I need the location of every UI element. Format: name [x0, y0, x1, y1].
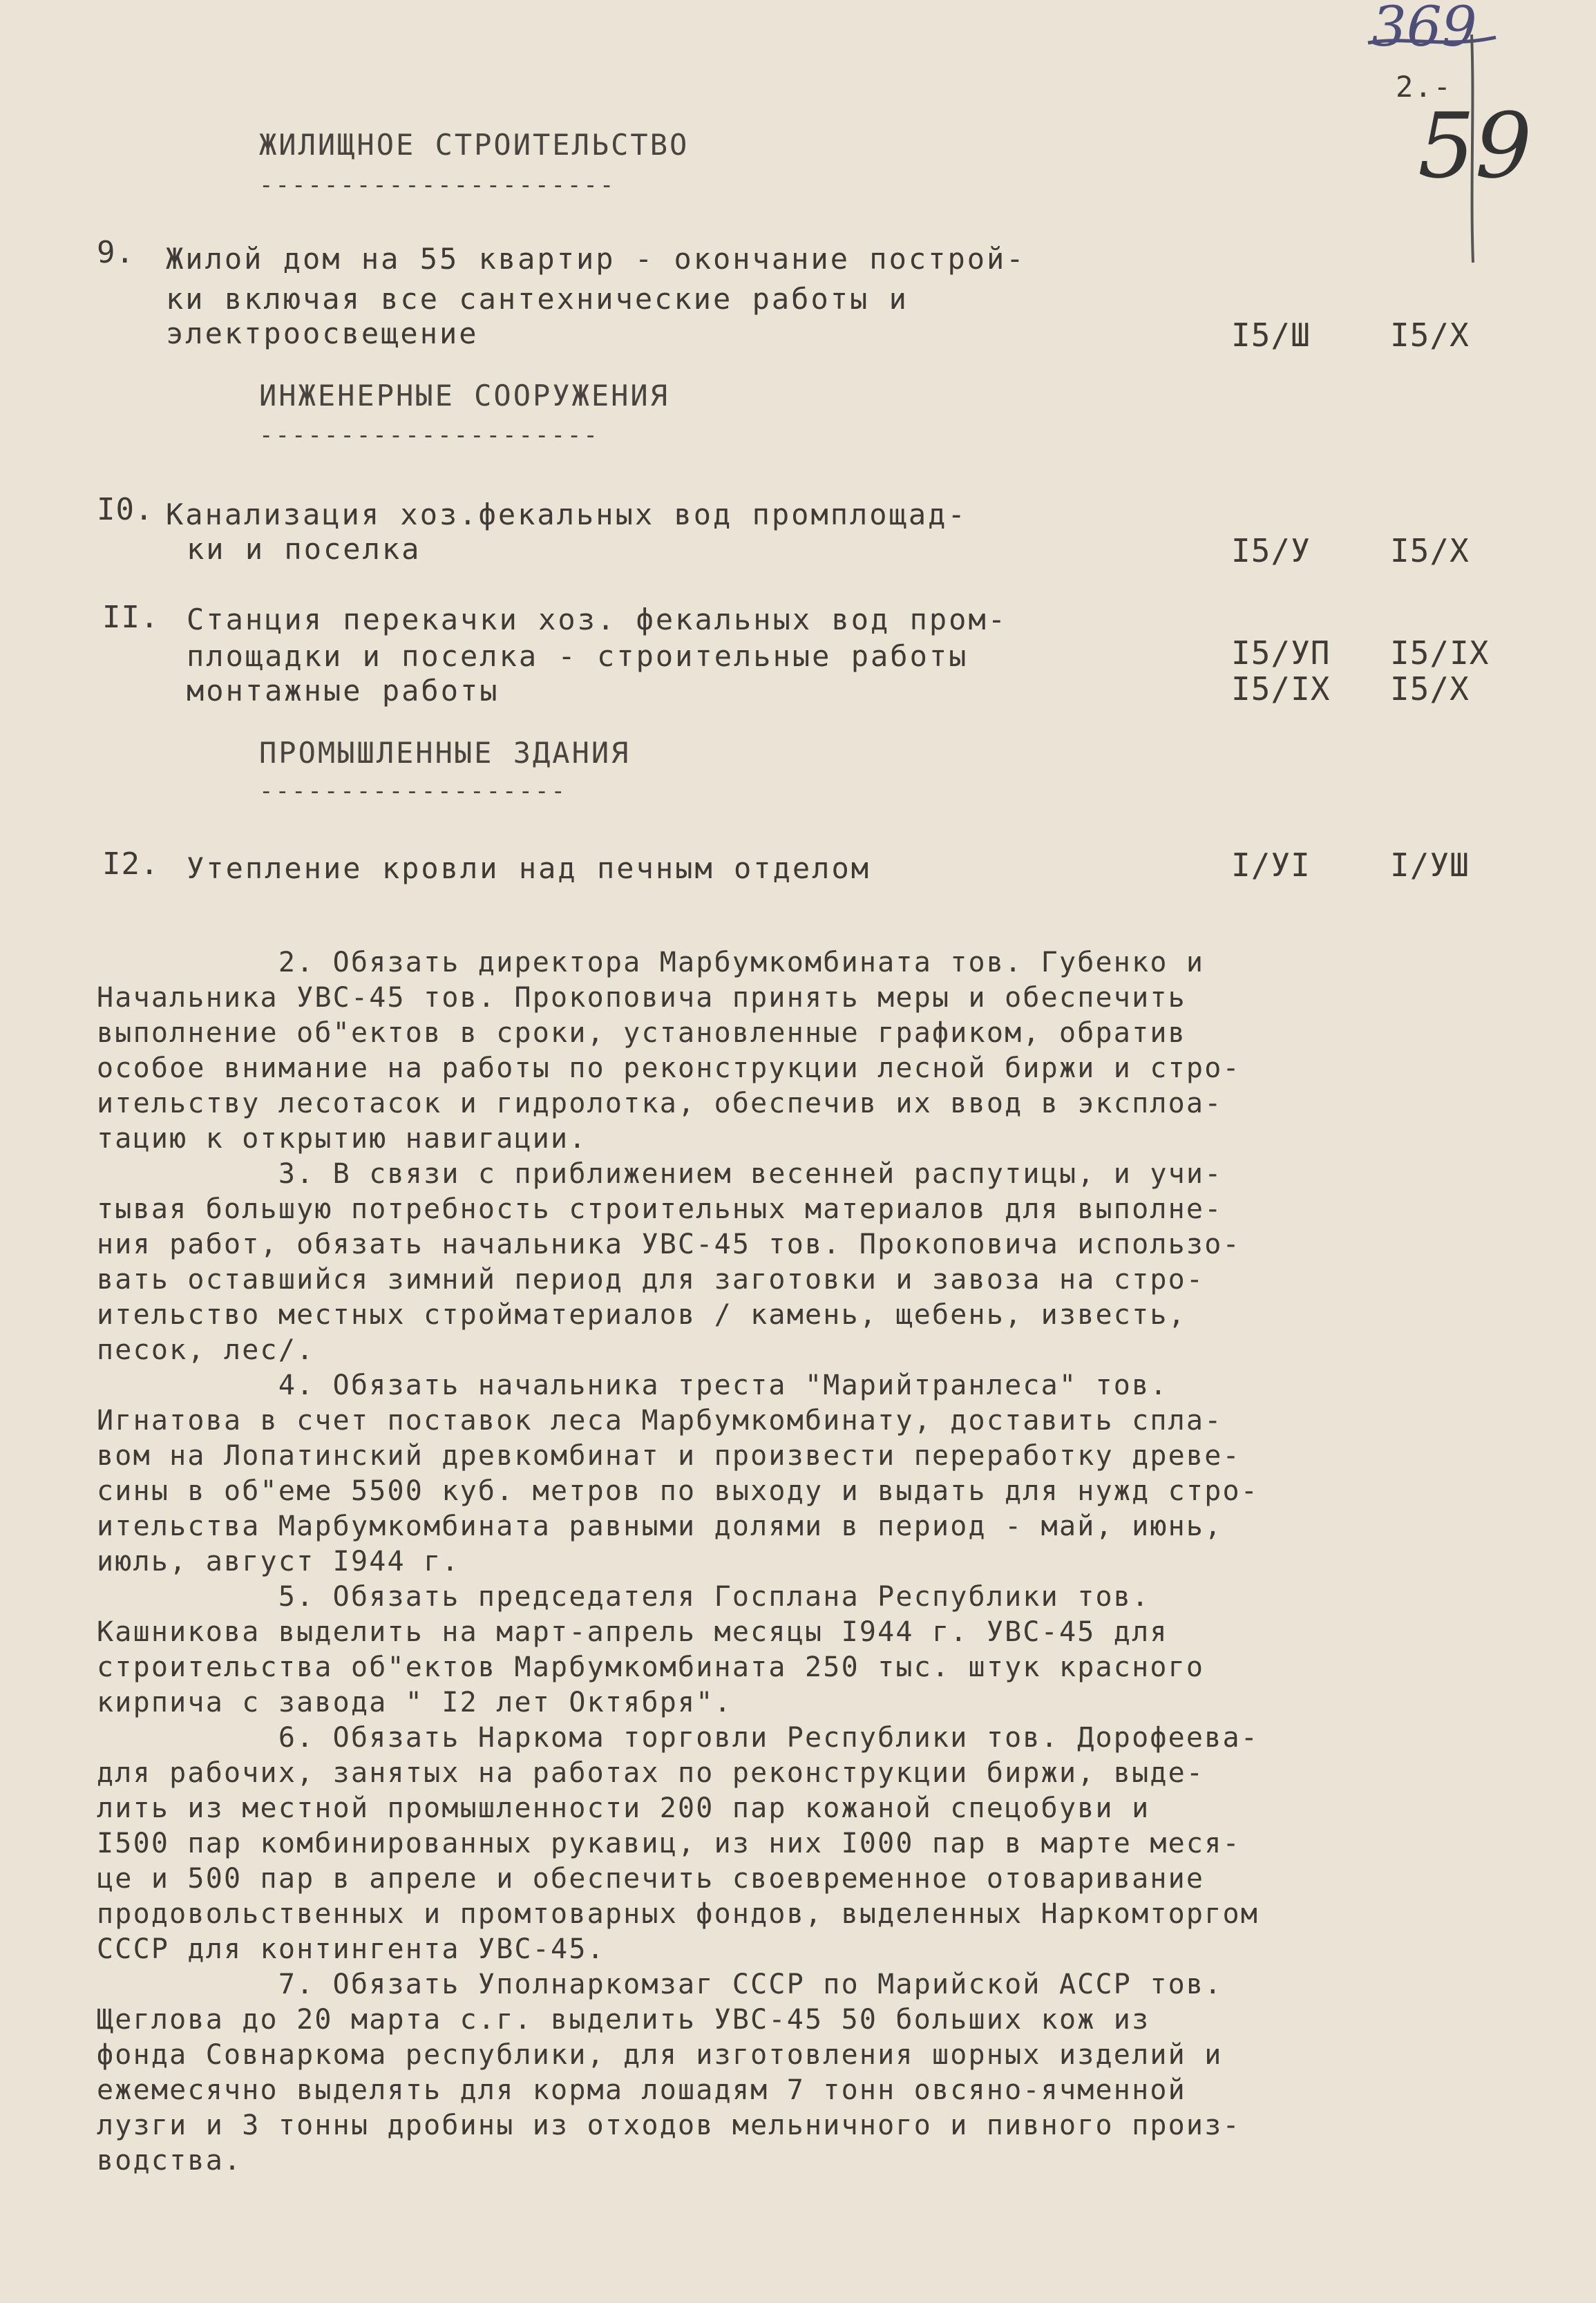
section-heading-housing: ЖИЛИЩНОЕ СТРОИТЕЛЬСТВО: [259, 128, 690, 162]
resolution-body: [97, 945, 1582, 2179]
start-date: I5/IX: [1231, 670, 1331, 708]
body-line: Щеглова до 20 марта с.г. выделить УВС-45 50 больших кож из: [97, 2004, 1150, 2036]
item-number: I0.: [97, 492, 154, 527]
item-line: площадки и поселка - строительные работы: [187, 639, 969, 673]
body-line: выполнение об"ектов в сроки, установленные графиком, обратив: [97, 1017, 1186, 1049]
section-underline-engineering: ---------------------: [259, 421, 600, 449]
body-line: сины в об"еме 5500 куб. метров по выходу и выдать для нужд стро-: [97, 1475, 1260, 1507]
body-line: вом на Лопатинский древкомбинат и произвести переработку древе-: [97, 1440, 1241, 1472]
body-line: для рабочих, занятых на работах по реконструкции биржи, выде-: [97, 1757, 1205, 1789]
body-line: песок, лес/.: [97, 1334, 315, 1366]
section-heading-engineering: ИНЖЕНЕРНЫЕ СООРУЖЕНИЯ: [259, 379, 670, 413]
end-date: I5/IX: [1390, 634, 1490, 672]
body-line: 4. Обязать начальника треста "Марийтранлеса" тов.: [97, 1370, 1168, 1401]
handwritten-page-number: 59: [1418, 93, 1532, 198]
body-line: Игнатова в счет поставок леса Марбумкомбинату, доставить спла-: [97, 1405, 1223, 1437]
start-date: I5/У: [1231, 532, 1311, 569]
end-date: I5/X: [1390, 670, 1470, 708]
body-line: ительству лесотасок и гидролотка, обеспечив их ввод в эксплоа-: [97, 1088, 1223, 1119]
item-line: ки включая все сантехнические работы и: [166, 282, 909, 316]
item-number: 9.: [97, 235, 135, 270]
body-line: ежемесячно выделять для корма лошадям 7 тонн овсяно-ячменной: [97, 2074, 1186, 2106]
body-line: лить из местной промышленности 200 пар кожаной спецобуви и: [97, 1792, 1150, 1824]
body-line: 2. Обязать директора Марбумкомбината тов. Губенко и: [97, 947, 1205, 978]
body-line: июль, август I944 г.: [97, 1546, 460, 1577]
page-marker: 2.-: [1396, 70, 1452, 104]
body-line: тацию к открытию навигации.: [97, 1123, 587, 1155]
body-line: лузги и 3 тонны дробины из отходов мельничного и пивного произ-: [97, 2110, 1241, 2141]
body-line: вать оставшийся зимний период для заготовки и завоза на стро-: [97, 1264, 1205, 1296]
start-date: I5/Ш: [1231, 316, 1311, 354]
item-number: I2.: [102, 846, 160, 882]
handwritten-stroke: [1458, 21, 1485, 269]
body-line: фонда Совнаркома республики, для изготовления шорных изделий и: [97, 2039, 1223, 2071]
body-line: строительства об"ектов Марбумкомбината 250 тыс. штук красного: [97, 1651, 1205, 1683]
body-line: кирпича с завода " I2 лет Октября".: [97, 1687, 732, 1718]
body-line: 3. В связи с приближением весенней распутицы, и учи-: [97, 1158, 1223, 1190]
item-line: ки и поселка: [187, 532, 421, 566]
item-line: Канализация хоз.фекальных вод промплощад-: [166, 497, 967, 531]
handwritten-archive-number: 369: [1371, 0, 1477, 59]
start-date: I/УI: [1231, 846, 1311, 884]
item-line: электроосвещение: [166, 316, 479, 350]
body-line: I500 пар комбинированных рукавиц, из них I000 пар в марте меся-: [97, 1828, 1241, 1859]
item-number: II.: [102, 600, 160, 635]
body-line: 7. Обязать Уполнаркомзаг СССР по Марийской АССР тов.: [97, 1969, 1223, 2000]
body-line: продовольственных и промтоварных фондов, выделенных Наркомторгом: [97, 1898, 1260, 1930]
start-date: I5/УП: [1231, 634, 1331, 672]
body-line: Кашникова выделить на март-апрель месяцы I944 г. УВС-45 для: [97, 1616, 1168, 1648]
item-line: Утепление кровли над печным отделом: [187, 851, 871, 885]
body-line: тывая большую потребность строительных материалов для выполне-: [97, 1193, 1223, 1225]
item-line: Жилой дом на 55 квартир - окончание построй-: [166, 242, 1026, 276]
end-date: I5/X: [1390, 532, 1470, 569]
end-date: I/УШ: [1390, 846, 1470, 884]
section-underline-industrial: -------------------: [259, 777, 567, 805]
body-line: 6. Обязать Наркома торговли Республики тов. Дорофеева-: [97, 1722, 1260, 1754]
body-line: ния работ, обязать начальника УВС-45 тов. Прокоповича использо-: [97, 1229, 1241, 1260]
body-line: СССР для контингента УВС-45.: [97, 1933, 605, 1965]
body-line: особое внимание на работы по реконструкции лесной биржи и стро-: [97, 1052, 1241, 1084]
body-line: це и 500 пар в апреле и обеспечить своевременное отоваривание: [97, 1863, 1205, 1895]
section-underline-housing: ----------------------: [259, 171, 616, 199]
item-line: монтажные работы: [187, 674, 500, 708]
body-line: Начальника УВС-45 тов. Прокоповича принять меры и обеспечить: [97, 982, 1186, 1014]
item-line: Станция перекачки хоз. фекальных вод пром-: [187, 603, 1008, 636]
body-line: водства.: [97, 2145, 243, 2177]
body-line: ительство местных стройматериалов / камень, щебень, известь,: [97, 1299, 1186, 1331]
body-line: ительства Марбумкомбината равными долями в период - май, июнь,: [97, 1510, 1223, 1542]
body-line: 5. Обязать председателя Госплана Республики тов.: [97, 1581, 1150, 1613]
section-heading-industrial: ПРОМЫШЛЕННЫЕ ЗДАНИЯ: [259, 736, 631, 770]
end-date: I5/X: [1390, 316, 1470, 354]
